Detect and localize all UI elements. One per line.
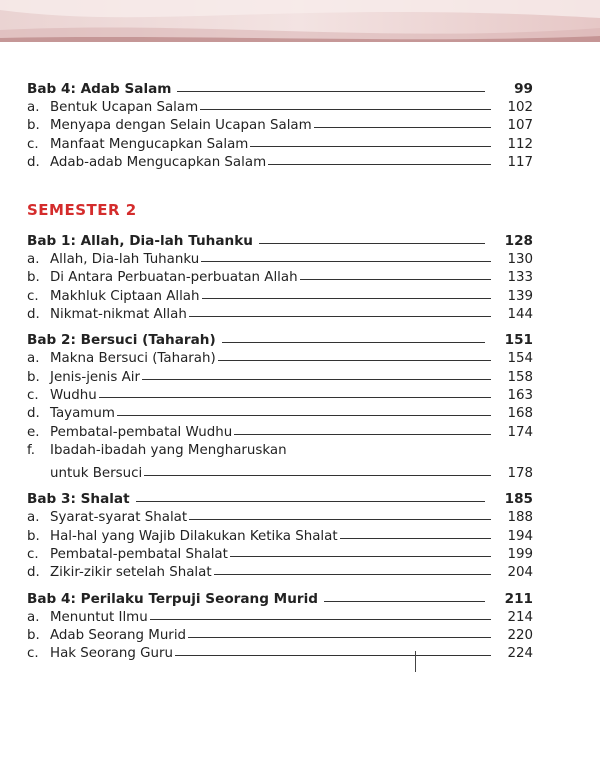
item-label: b. xyxy=(27,270,40,286)
item-page-number: 224 xyxy=(507,646,533,662)
chapter-page-number: 99 xyxy=(514,81,533,97)
item-label: c. xyxy=(27,646,39,662)
leader-line xyxy=(340,537,491,539)
table-of-contents xyxy=(27,80,533,664)
leader-line xyxy=(144,474,491,476)
item-label: d. xyxy=(27,154,40,170)
item-title: Pembatal-pembatal Wudhu xyxy=(50,424,233,440)
item-page-number: 144 xyxy=(507,307,533,323)
toc-item[interactable] xyxy=(27,306,533,324)
item-label: d. xyxy=(27,565,40,581)
chapter-title: Bab 2: Bersuci (Taharah) xyxy=(27,332,216,349)
toc-item[interactable] xyxy=(27,350,533,368)
leader-line xyxy=(189,315,491,317)
leader-line xyxy=(201,260,491,262)
toc-item[interactable] xyxy=(27,546,533,564)
toc-item[interactable] xyxy=(27,369,533,387)
leader-line xyxy=(175,654,491,656)
item-page-number: 168 xyxy=(507,406,533,422)
item-title: Syarat-syarat Shalat xyxy=(50,510,188,526)
toc-item[interactable] xyxy=(27,609,533,627)
item-label: a. xyxy=(27,510,40,526)
chapter-page-number: 151 xyxy=(504,332,533,349)
chapter-page-number: 185 xyxy=(504,491,533,508)
toc-item[interactable] xyxy=(27,405,533,423)
item-page-number: 174 xyxy=(507,424,533,440)
item-label: a. xyxy=(27,100,40,115)
chapter-entry[interactable] xyxy=(27,490,533,509)
leader-line xyxy=(188,636,491,638)
toc-item[interactable] xyxy=(27,288,533,306)
leader-line xyxy=(200,108,491,110)
chapter-page-number: 211 xyxy=(504,590,533,607)
item-page-number: 188 xyxy=(507,510,533,526)
leader-line xyxy=(222,341,485,343)
toc-item[interactable] xyxy=(27,509,533,527)
item-label: c. xyxy=(27,288,39,304)
chapter-page-number: 128 xyxy=(504,233,533,250)
item-label: b. xyxy=(27,369,40,385)
item-page-number: 199 xyxy=(507,547,533,563)
toc-item[interactable] xyxy=(27,387,533,405)
header-banner xyxy=(0,0,600,42)
item-page-number: 112 xyxy=(507,136,533,152)
chapter-title: Bab 4: Perilaku Terpuji Seorang Murid xyxy=(27,590,318,607)
item-title-continuation: untuk Bersuci xyxy=(50,466,143,482)
toc-item-continuation[interactable] xyxy=(27,465,533,483)
item-label: d. xyxy=(27,406,40,422)
leader-line xyxy=(230,555,491,557)
item-page-number: 130 xyxy=(507,252,533,268)
banner-graphic xyxy=(0,0,600,42)
leader-line xyxy=(136,500,485,502)
leader-line xyxy=(214,573,491,575)
item-title: Makhluk Ciptaan Allah xyxy=(50,288,200,304)
item-page-number: 107 xyxy=(507,118,533,134)
toc-item[interactable] xyxy=(27,564,533,582)
toc-item[interactable] xyxy=(27,424,533,442)
leader-line xyxy=(250,145,491,147)
item-page-number: 194 xyxy=(507,528,533,544)
item-title: Nikmat-nikmat Allah xyxy=(50,307,187,323)
item-title: Pembatal-pembatal Shalat xyxy=(50,547,228,563)
toc-item[interactable] xyxy=(27,269,533,287)
item-title: Jenis-jenis Air xyxy=(50,369,140,385)
chapter-entry[interactable] xyxy=(27,80,533,99)
text-cursor xyxy=(415,651,416,672)
item-label: b. xyxy=(27,627,40,643)
semester-heading: SEMESTER 2 xyxy=(27,201,137,220)
chapter-title: Bab 1: Allah, Dia-lah Tuhanku xyxy=(27,233,253,250)
item-page-number: 163 xyxy=(507,387,533,403)
item-label: c. xyxy=(27,387,39,403)
leader-line xyxy=(142,378,491,380)
item-label: d. xyxy=(27,307,40,323)
item-page-number: 117 xyxy=(507,154,533,170)
item-label: b. xyxy=(27,528,40,544)
item-page-number: 220 xyxy=(507,627,533,643)
leader-line xyxy=(202,297,492,299)
leader-line xyxy=(234,433,491,435)
item-title: Makna Bersuci (Taharah) xyxy=(50,351,216,367)
item-page-number: 204 xyxy=(507,565,533,581)
leader-line xyxy=(150,618,491,620)
item-label: a. xyxy=(27,252,40,268)
item-title: Allah, Dia-lah Tuhanku xyxy=(50,252,200,268)
item-title: Adab-adab Mengucapkan Salam xyxy=(50,154,267,170)
item-page-number: 139 xyxy=(507,288,533,304)
item-page-number: 158 xyxy=(507,369,533,385)
leader-line xyxy=(117,414,491,416)
item-label: e. xyxy=(27,424,40,440)
item-label: f. xyxy=(27,442,35,458)
item-title: Wudhu xyxy=(50,387,97,403)
item-title: Menyapa dengan Selain Ucapan Salam xyxy=(50,118,312,134)
leader-line xyxy=(268,163,491,165)
chapter-entry[interactable] xyxy=(27,590,533,609)
chapter-title: Bab 3: Shalat xyxy=(27,491,130,508)
toc-item[interactable] xyxy=(27,99,533,117)
toc-item[interactable] xyxy=(27,117,533,135)
toc-item[interactable] xyxy=(27,627,533,645)
leader-line xyxy=(218,359,491,361)
item-page-number: 102 xyxy=(507,100,533,115)
leader-line xyxy=(177,90,485,92)
toc-item[interactable] xyxy=(27,251,533,269)
toc-item[interactable] xyxy=(27,645,533,663)
item-label: a. xyxy=(27,351,40,367)
leader-line xyxy=(314,126,491,128)
toc-item[interactable] xyxy=(27,136,533,154)
item-title: Tayamum xyxy=(50,406,115,422)
item-page-number: 154 xyxy=(507,351,533,367)
toc-item[interactable] xyxy=(27,154,533,172)
chapter-entry[interactable] xyxy=(27,232,533,251)
chapter-title: Bab 4: Adab Salam xyxy=(27,81,172,97)
item-title: Bentuk Ucapan Salam xyxy=(50,100,199,115)
item-label: c. xyxy=(27,136,39,152)
item-page-number: 214 xyxy=(507,609,533,625)
item-title: Di Antara Perbuatan-perbuatan Allah xyxy=(50,270,298,286)
item-label: c. xyxy=(27,547,39,563)
chapter-entry[interactable] xyxy=(27,331,533,350)
toc-item[interactable] xyxy=(27,442,533,460)
section-gap xyxy=(27,324,533,331)
item-title: Hal-hal yang Wajib Dilakukan Ketika Shalat xyxy=(50,528,338,544)
item-title: Adab Seorang Murid xyxy=(50,627,187,643)
item-title: Hak Seorang Guru xyxy=(50,646,174,662)
item-title: Manfaat Mengucapkan Salam xyxy=(50,136,249,152)
leader-line xyxy=(99,396,491,398)
item-page-number: 133 xyxy=(507,270,533,286)
toc-item[interactable] xyxy=(27,528,533,546)
item-label: b. xyxy=(27,118,40,134)
item-page-number: 178 xyxy=(507,466,533,482)
leader-line xyxy=(300,278,491,280)
section-gap xyxy=(27,483,533,490)
item-title: Ibadah-ibadah yang Mengharuskan xyxy=(50,442,287,458)
item-label: a. xyxy=(27,609,40,625)
leader-line xyxy=(324,600,485,602)
item-title: Zikir-zikir setelah Shalat xyxy=(50,565,212,581)
section-gap xyxy=(27,583,533,590)
leader-line xyxy=(259,242,485,244)
leader-line xyxy=(189,518,491,520)
item-title: Menuntut Ilmu xyxy=(50,609,148,625)
